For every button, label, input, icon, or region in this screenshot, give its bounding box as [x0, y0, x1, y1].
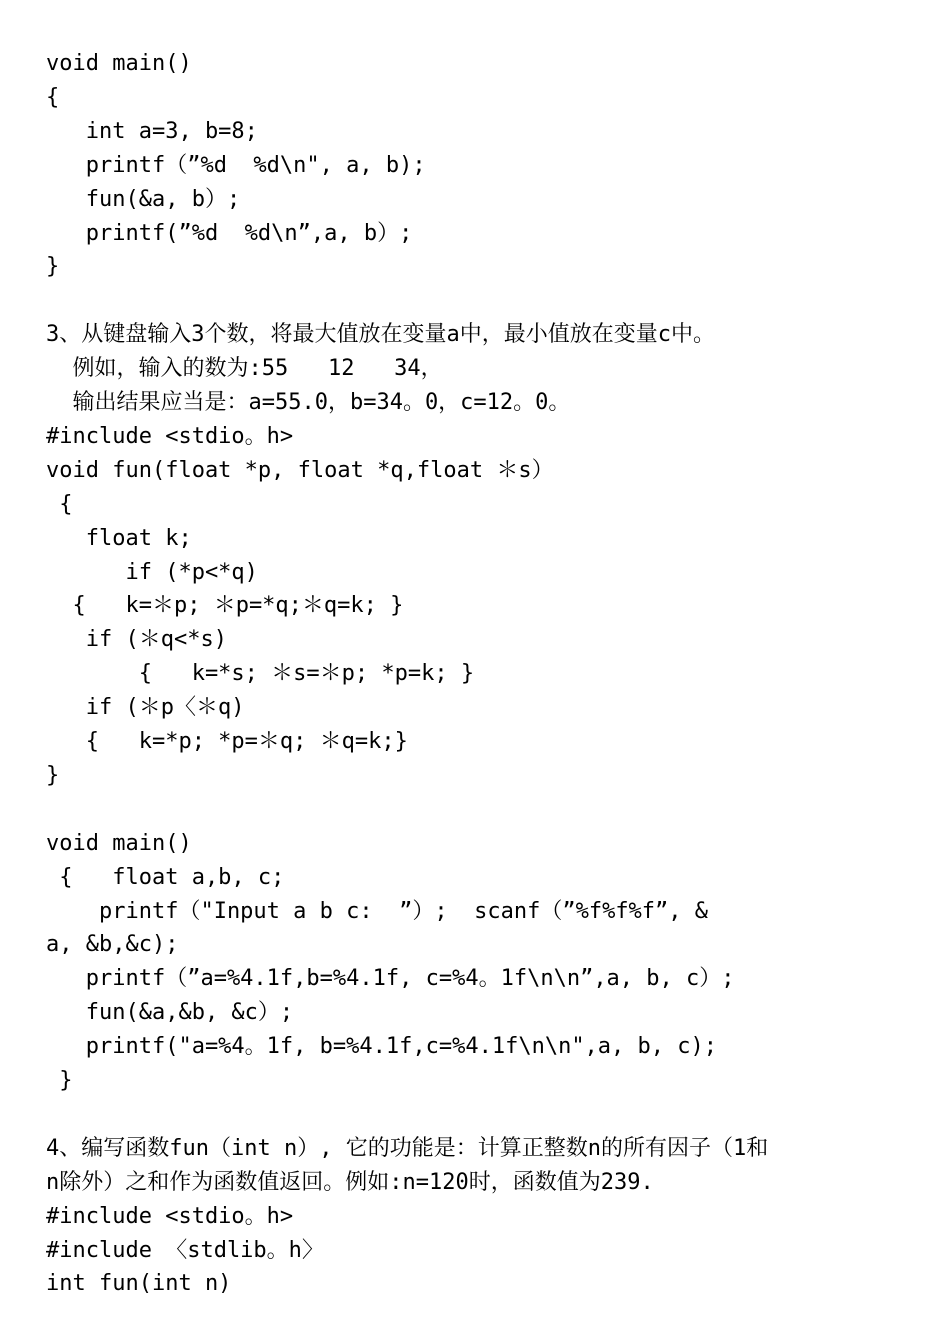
- text-line: 4、编写函数fun（int n）, 它的功能是：计算正整数n的所有因子（1和: [46, 1135, 769, 1161]
- text-line: if (＊p〈＊q): [46, 695, 245, 721]
- text-line: 例如，输入的数为:55 12 34，: [46, 356, 443, 382]
- text-line: {: [46, 84, 60, 110]
- text-line: }: [46, 254, 60, 280]
- text-line: { k=＊p; ＊p=*q;＊q=k; }: [46, 593, 404, 619]
- text-line: 3、从键盘输入3个数，将最大值放在变量a中，最小值放在变量c中。: [46, 322, 715, 348]
- text-line: void main(): [46, 51, 192, 76]
- text-line: #include <stdio。h>: [46, 1203, 294, 1229]
- text-line: int fun(int n): [46, 1271, 232, 1297]
- text-line: { float a,b, c;: [46, 864, 285, 890]
- text-line: int a=3, b=8;: [46, 118, 258, 144]
- text-line: }: [46, 1068, 73, 1093]
- text-line: fun(&a,&b, &c）;: [46, 1000, 294, 1026]
- text-line: #include <stdio。h>: [46, 423, 294, 449]
- text-line: printf（”%d %d\n", a, b);: [46, 152, 426, 178]
- text-line: printf(”%d %d\n”,a, b）;: [46, 220, 413, 246]
- text-line: {: [46, 491, 73, 517]
- text-line: a, &b,&c);: [46, 932, 179, 958]
- text-line: printf（"Input a b c: ”）; scanf（”%f%f%f”, &: [46, 898, 709, 924]
- text-line: fun(&a, b）;: [46, 186, 241, 212]
- text-line: { k=*s; ＊s=＊p; *p=k; }: [46, 661, 475, 687]
- text-line: { k=*p; *p=＊q; ＊q=k;}: [46, 729, 408, 754]
- text-line: printf("a=%4。1f, b=%4.1f,c=%4.1f\n\n",a, b, c);: [46, 1034, 718, 1060]
- text-line: if (＊q<*s): [46, 627, 227, 653]
- text-line: n除外）之和作为函数值返回。例如:n=120时，函数值为239.: [46, 1169, 654, 1195]
- text-line: if (*p<*q): [46, 559, 258, 585]
- text-line: void fun(float *p, float *q,float ＊s）: [46, 457, 554, 483]
- text-line: float k;: [46, 525, 192, 551]
- text-line: printf（”a=%4.1f,b=%4.1f, c=%4。1f\n\n”,a, b, c）;: [46, 966, 735, 992]
- text-line: }: [46, 762, 60, 788]
- text-line: void main(): [46, 830, 192, 856]
- text-line: #include 〈stdlib。h〉: [46, 1237, 324, 1263]
- text-line: 输出结果应当是：a=55.0，b=34。0，c=12。0。: [46, 390, 571, 415]
